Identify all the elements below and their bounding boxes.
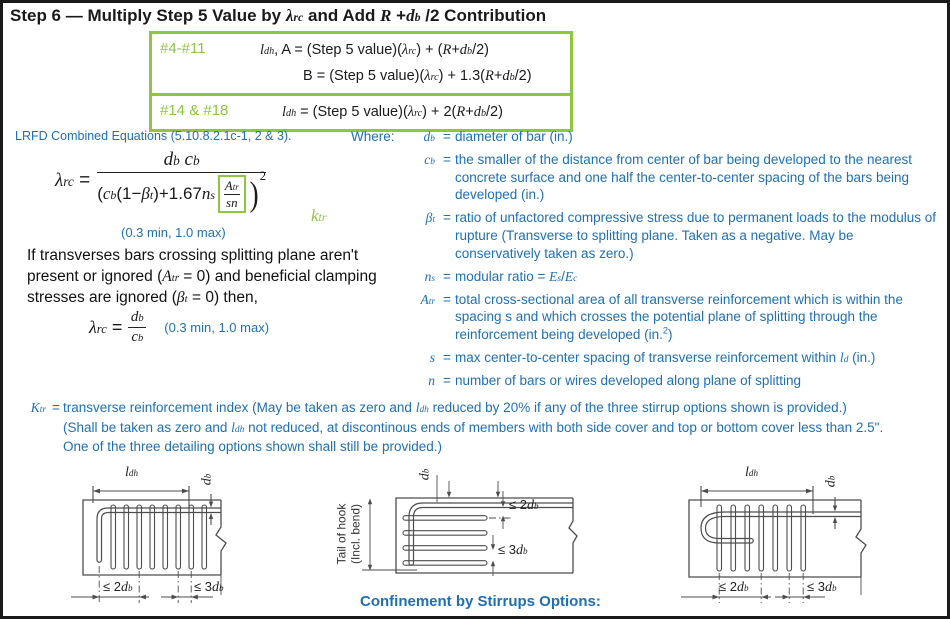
where-label: Where:: [351, 129, 395, 144]
formula2-fraction: [128, 308, 146, 347]
tail-of-hook-label: Tail of hook (Incl. bend): [334, 503, 363, 565]
bar-4-11-box: [149, 31, 573, 96]
lambda-rc-formula: [55, 149, 327, 225]
stirrup-diagram-vertical-180-hook: [661, 467, 949, 615]
transverse-bars-paragraph: If transverses bars crossing splitting plane aren't present or ignored $(A_{tr} = 0)$ and beneficial clamping stresses are ignored $(\beta_t = 0)$ then,: [27, 247, 377, 307]
close-paren: ): [249, 174, 259, 214]
formula2-numerator: $d_b$: [130, 309, 144, 325]
stirrup-diagram-horizontal-tail: [331, 463, 579, 595]
d3-2db-spacing-label: ≤ $2d_b$: [719, 579, 749, 595]
d2-2db-spacing-label: ≤ $2d_b$: [509, 497, 539, 513]
diagram-2-drawing: [331, 463, 579, 595]
inner-denominator: sn: [226, 194, 238, 210]
formula-fraction: [97, 149, 266, 213]
confinement-caption: Confinement by Stirrups Options:: [360, 593, 601, 610]
definitions-list: [375, 128, 950, 395]
d3-db-label: $d_b$: [823, 475, 839, 488]
eq-ldh-b: B = (Step 5 $value)(\lambda_{rc}) + 1.3(R+d_b/2)$: [303, 68, 532, 84]
ktr-definition-note: $K_{tr}$ = transverse reinforcement index (May be taken as zero and $l_{dh}$ reduced by 20% if any of the three stirrup options shown is provided.) (Shall be taken as zero and $l_{dh}$ not reduced, at discontinous ends of members with both side cover and top or bottom cover less than 2.5". One of the three detailing options shown shall still be provided.): [7, 398, 947, 457]
definition-ns: $n_s$ = modular ratio = $E_s/E_c$: [424, 268, 578, 284]
ktr-note-line1: transverse reinforcement index (May be taken as zero and $l_{dh}$ reduced by 20% if any of the three stirrup options shown is provided.): [63, 400, 847, 415]
stirrups: [403, 516, 487, 566]
definition-atr: $A_{tr}$ = total cross-sectional area of all transverse reinforcement which is within the spacing s and which crosses the potential plane of splitting through the reinforcement being developed (in.$^2$): [420, 291, 903, 343]
definition-cb: $c_b$ = the smaller of the distance from center of bar being developed to the nearest concrete surface and one half the center-to-center spacing of the bars being developed (in.): [424, 151, 913, 203]
formula-denominator: [97, 168, 267, 214]
simplified-lambda-rc-formula: [89, 308, 269, 347]
ktr-note-line2: (Shall be taken as zero and $l_{dh}$ not reduced, at discontinous ends of members with both side cover and top or bottom cover less than 2.5".: [63, 419, 884, 435]
definition-n: n = number of bars or wires developed along plane of splitting: [428, 372, 801, 388]
hooked-bar: [409, 503, 573, 565]
bar-14-18-box: [149, 93, 573, 132]
hooked-bar-180: [701, 512, 861, 543]
d1-2db-spacing-label: ≤ $2d_b$: [103, 579, 133, 595]
d1-db-label: $d_b$: [199, 473, 215, 486]
ktr-note-line3: One of the three detailing options shown shall still be provided.): [63, 439, 442, 455]
lrfd-caption: LRFD Combined Equations (5.10.8.2.1c-1, 2 & 3).: [15, 129, 292, 143]
diagram-3-drawing: [661, 467, 949, 615]
d3-ldh-label: $l_{dh}$: [745, 465, 758, 480]
stirrups: [111, 505, 207, 569]
d2-3db-spacing-label: ≤ $3d_b$: [498, 542, 528, 558]
bar-size-14-18-label: #14 & #18: [160, 102, 229, 119]
ktr-annotation: $k_{tr}$: [311, 206, 327, 225]
exponent: 2: [259, 168, 267, 183]
atr-sn-green-box: [218, 175, 246, 213]
bar-size-4-11-label: #4-#11: [160, 40, 206, 57]
ktr-note-lines: [63, 398, 947, 457]
d1-3db-spacing-label: ≤ $3d_b$: [194, 579, 224, 595]
d2-db-label: $d_b$: [417, 468, 433, 481]
eq-ldh-14-18: $l_{dh}$ = (Step 5 $value)(\lambda_{rc}) + 2(R+d_b/2)$: [282, 104, 503, 120]
ktr-symbol: $K_{tr}$: [30, 400, 46, 415]
formula-numerator: $d_b$ $c_b$: [163, 149, 200, 170]
bar-4-11-equations: [260, 37, 532, 89]
formula-lhs: $\lambda_{rc}$ =: [55, 170, 91, 192]
definition-s: s = max center-to-center spacing of transverse reinforcement within $l_d$ (in.): [429, 349, 876, 365]
denominator-pre: ($c_b(1-\beta_t)+1.67n_s$: [97, 184, 216, 204]
d3-3db-spacing-label: ≤ $3d_b$: [807, 579, 837, 595]
definition-db: $d_b$ = diameter of bar (in.): [423, 129, 573, 144]
d1-ldh-label: $l_{dh}$: [125, 465, 138, 480]
stirrup-diagram-vertical-90-hook: [61, 467, 331, 615]
ldh-equation-boxes: [149, 31, 573, 132]
definition-beta-t: $\beta_t$ = ratio of unfactored compressive stress due to permanent loads to the modulus of rupture (Transverse to splitting plane. Taken as a negative. May be conservatively taken as zero.): [425, 210, 937, 261]
formula2-denominator: $c_b$: [128, 327, 146, 347]
formula2-range-note: (0.3 min, 1.0 max): [164, 319, 270, 335]
formula-range-note: (0.3 min, 1.0 max): [121, 225, 226, 240]
formula2-lhs: $\lambda_{rc}$ =: [89, 316, 123, 337]
page-title: Step 6 — Multiply Step 5 Value by $\lambda_{rc}$ and Add $R +d_b$ /2 Contribution: [10, 6, 547, 25]
eq-ldh-a: $l_{dh}$, A = (Step 5 $value)(\lambda_{rc}) + (R+d_b/2)$: [260, 42, 490, 58]
inner-numerator: $A_{tr}$: [224, 178, 239, 193]
